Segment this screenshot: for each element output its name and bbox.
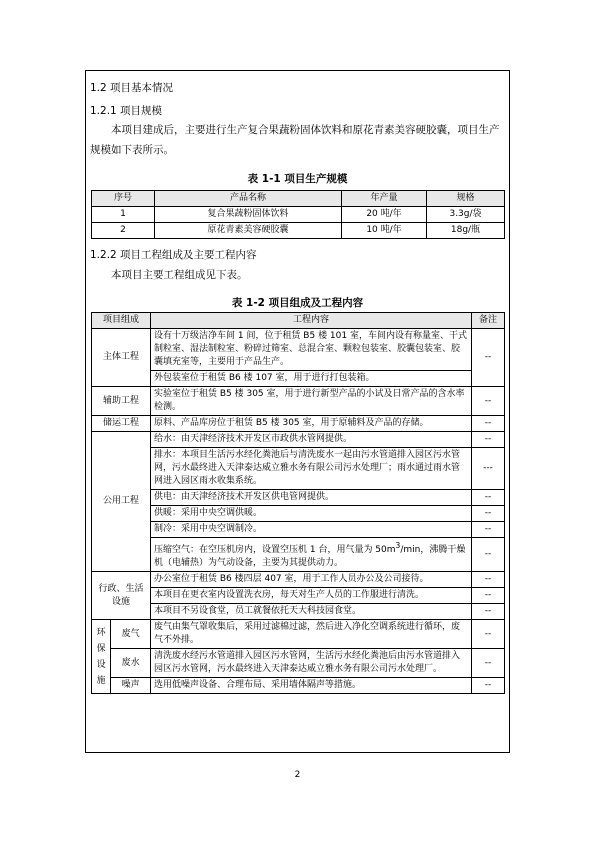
compressed-air-text: 压缩空气：在空压机房内，设置空压机 1 台，用气量为 50m <box>154 545 396 555</box>
table-cell: 供电：由天津经济技术开发区供电管网提供。 <box>151 490 472 506</box>
note-cell: -- <box>472 572 505 588</box>
table-header-row <box>92 313 505 329</box>
table-1-1-caption: 表 1-1 项目生产规模 <box>247 173 348 185</box>
table-header-row <box>92 191 505 207</box>
heading-1-2: 1.2 项目基本情况 <box>90 82 174 94</box>
table-row <box>92 223 505 239</box>
sub-label: 噪声 <box>111 678 151 694</box>
paragraph-composition: 本项目主要工程组成见下表。 <box>111 269 248 281</box>
note-cell: -- <box>472 416 505 432</box>
row-label: 主体工程 <box>92 329 151 387</box>
table-cell: 2 <box>92 223 155 239</box>
table-cell: 制冷：采用中央空调制冷。 <box>151 522 472 538</box>
note-cell: -- <box>472 678 505 694</box>
note-cell: -- <box>472 538 505 572</box>
table-cell: 原料、产品库房位于租赁 B5 楼 305 室，用于原辅料及产品的存储。 <box>151 416 472 432</box>
note-cell: -- <box>472 490 505 506</box>
note-cell: -- <box>472 604 505 620</box>
note-cell: -- <box>472 329 505 387</box>
table-row <box>92 649 505 678</box>
col-header: 规格 <box>427 191 505 207</box>
table-row <box>92 678 505 694</box>
table-cell: 本项目不另设食堂，员工就餐依托天大科技园食堂。 <box>151 604 472 620</box>
col-header: 序号 <box>92 191 155 207</box>
table-1-2-caption: 表 1-2 项目组成及工程内容 <box>231 297 364 309</box>
col-header: 年产量 <box>342 191 427 207</box>
table-row <box>92 620 505 649</box>
note-cell: --- <box>472 448 505 490</box>
compressed-air-text-end: /min，沸腾干燥机（电辅热）为气动设备，主要为其提供动力。 <box>154 545 466 568</box>
table-row <box>92 329 505 371</box>
table-cell: 外包装室位于租赁 B6 楼 107 室，用于进行打包装箱。 <box>151 371 472 387</box>
production-scale-table <box>91 190 505 239</box>
table-cell: 设有十万级洁净车间 1 间，位于租赁 B5 楼 101 室，车间内设有称量室、干式制粒室、湿法制粒室、粉碎过筛室、总混合室、颗粒包装室、胶囊包装室、胶囊填充室等，主要用于产品生产。 <box>151 329 472 371</box>
table-cell: 实验室位于租赁 B5 楼 305 室，用于进行新型产品的小试及日常产品的含水率检测。 <box>151 387 472 416</box>
table-cell: 废气由集气罩收集后，采用过滤棉过滤，然后进入净化空调系统进行循环，废气不外排。 <box>151 620 472 649</box>
col-header: 产品名称 <box>155 191 342 207</box>
note-cell: -- <box>472 506 505 522</box>
table-cell: 选用低噪声设备、合理布局、采用墙体隔声等措施。 <box>151 678 472 694</box>
table-cell: 20 吨/年 <box>342 207 427 223</box>
table-cell: 18g/瓶 <box>427 223 505 239</box>
table-cell: 排水：本项目生活污水经化粪池后与清洗废水一起由污水管道排入园区污水管网，污水最终进入天津泰达威立雅水务有限公司污水处理厂；雨水通过雨水管网进入园区雨水收集系统。 <box>151 448 472 490</box>
project-composition-table <box>91 312 505 694</box>
table-row <box>92 522 505 538</box>
row-label: 储运工程 <box>92 416 151 432</box>
row-label: 辅助工程 <box>92 387 151 416</box>
row-label: 环保设施 <box>92 620 111 694</box>
table-cell <box>151 538 472 572</box>
table-cell: 复合果蔬粉固体饮料 <box>155 207 342 223</box>
col-header: 备注 <box>472 313 505 329</box>
note-cell: -- <box>472 620 505 649</box>
row-label: 行政、生活设施 <box>92 572 151 620</box>
table-row <box>92 448 505 490</box>
table-row <box>92 538 505 572</box>
note-cell: -- <box>472 432 505 448</box>
page-number: 2 <box>294 770 301 780</box>
table-row <box>92 207 505 223</box>
heading-1-2-1: 1.2.1 项目规模 <box>90 105 163 117</box>
table-cell: 给水：由天津经济技术开发区市政供水管网提供。 <box>151 432 472 448</box>
table-cell: 本项目在更衣室内设置洗衣房，每天对生产人员的工作服进行清洗。 <box>151 588 472 604</box>
table-row <box>92 371 505 387</box>
sub-label: 废水 <box>111 649 151 678</box>
col-header: 工程内容 <box>151 313 472 329</box>
table-cell: 10 吨/年 <box>342 223 427 239</box>
table-cell: 清洗废水经污水管道排入园区污水管网，生活污水经化粪池后由污水管道排入园区污水管网，污水最终进入天津泰达威立雅水务有限公司污水处理厂。 <box>151 649 472 678</box>
table-row <box>92 604 505 620</box>
table-row <box>92 387 505 416</box>
table-cell: 办公室位于租赁 B6 楼四层 407 室，用于工作人员办公及公司接待。 <box>151 572 472 588</box>
paragraph-scale: 本项目建成后，主要进行生产复合果蔬粉固体饮料和原花青素美容硬胶囊，项目生产规模如下表所示。 <box>90 124 500 156</box>
note-cell: -- <box>472 387 505 416</box>
table-row <box>92 490 505 506</box>
note-cell: -- <box>472 588 505 604</box>
sub-label: 废气 <box>111 620 151 649</box>
col-header: 项目组成 <box>92 313 151 329</box>
table-row <box>92 588 505 604</box>
superscript: 3 <box>395 541 401 550</box>
table-row <box>92 572 505 588</box>
table-row <box>92 432 505 448</box>
note-cell: -- <box>472 522 505 538</box>
row-label: 公用工程 <box>92 432 151 572</box>
note-cell: -- <box>472 649 505 678</box>
table-cell: 原花青素美容硬胶囊 <box>155 223 342 239</box>
table-cell: 1 <box>92 207 155 223</box>
heading-1-2-2: 1.2.2 项目工程组成及主要工程内容 <box>90 249 257 261</box>
table-cell: 供暖：采用中央空调供暖。 <box>151 506 472 522</box>
table-row <box>92 506 505 522</box>
table-row <box>92 416 505 432</box>
table-cell: 3.3g/袋 <box>427 207 505 223</box>
